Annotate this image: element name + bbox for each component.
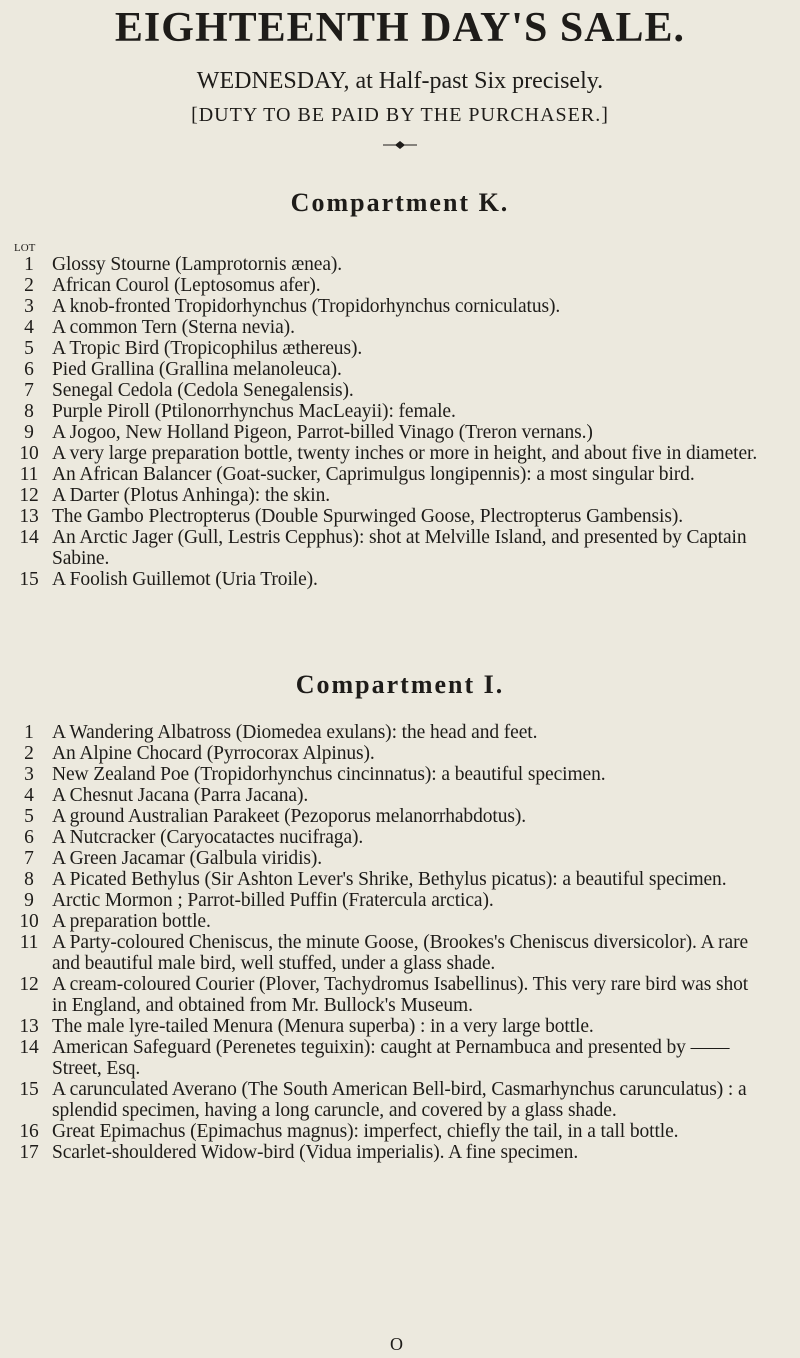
lot-entry xyxy=(0,1079,800,1121)
lot-number: 8 xyxy=(24,401,34,422)
lot-entry xyxy=(0,1142,800,1163)
lot-description: New Zealand Poe (Tropidorhynchus cincinnatus): a beautiful specimen. xyxy=(52,764,606,785)
lot-entry xyxy=(0,338,800,359)
lot-description: American Safeguard (Perenetes teguixin): caught at Pernambuca and presented by —— Street, Esq. xyxy=(52,1037,730,1079)
lot-description: Purple Piroll (Ptilonorrhynchus MacLeayii): female. xyxy=(52,401,456,422)
lot-number: 7 xyxy=(24,380,34,401)
lot-description: Arctic Mormon ; Parrot-billed Puffin (Fratercula arctica). xyxy=(52,890,494,911)
lot-entry xyxy=(0,317,800,338)
lot-number: 8 xyxy=(24,869,34,890)
lot-number: 4 xyxy=(24,785,34,806)
lot-number: 2 xyxy=(24,743,34,764)
lot-description: A Green Jacamar (Galbula viridis). xyxy=(52,848,323,869)
lot-number: 15 xyxy=(19,1079,39,1100)
lot-description: The male lyre-tailed Menura (Menura superba) : in a very large bottle. xyxy=(52,1016,594,1037)
lot-description: An Arctic Jager (Gull, Lestris Cepphus): shot at Melville Island, and presented by Captain Sabine. xyxy=(52,527,747,569)
compartment-i-heading-text: Compartment I. xyxy=(295,670,505,699)
lot-description: Pied Grallina (Grallina melanoleuca). xyxy=(52,359,342,380)
lot-description: A preparation bottle. xyxy=(52,911,211,932)
lot-entry xyxy=(0,806,800,827)
lot-entry xyxy=(0,527,800,569)
lot-description: A Jogoo, New Holland Pigeon, Parrot-billed Vinago (Treron vernans.) xyxy=(52,422,593,443)
lot-description: A knob-fronted Tropidorhynchus (Tropidorhynchus corniculatus). xyxy=(52,296,561,317)
lot-description: Great Epimachus (Epimachus magnus): imperfect, chiefly the tail, in a tall bottle. xyxy=(52,1121,679,1142)
lot-entry xyxy=(0,464,800,485)
lot-entry xyxy=(0,275,800,296)
compartment-k-lots xyxy=(0,254,800,590)
compartment-i-heading xyxy=(0,670,800,700)
lot-description: A cream-coloured Courier (Plover, Tachydromus Isabellinus). This very rare bird was shot in England, and obtained from Mr. Bullock's Museum. xyxy=(52,974,749,1016)
lot-number: 2 xyxy=(24,275,34,296)
lot-description: A Picated Bethylus (Sir Ashton Lever's Shrike, Bethylus picatus): a beautiful specimen. xyxy=(52,869,727,890)
lot-number: 13 xyxy=(19,506,39,527)
lot-number: 6 xyxy=(24,827,34,848)
lot-column-label: LOT xyxy=(14,242,36,254)
lot-number: 11 xyxy=(19,464,39,485)
lot-description: A ground Australian Parakeet (Pezoporus melanorrhabdotus). xyxy=(52,806,526,827)
lot-entry xyxy=(0,485,800,506)
lot-entry xyxy=(0,1016,800,1037)
lot-description: African Courol (Leptosomus afer). xyxy=(52,275,321,296)
lot-description: A Tropic Bird (Tropicophilus æthereus). xyxy=(52,338,363,359)
lot-entry xyxy=(0,506,800,527)
lot-entry xyxy=(0,296,800,317)
sale-time: WEDNESDAY, at Half-past Six precisely. xyxy=(196,68,604,94)
lot-description: A common Tern (Sterna nevia). xyxy=(52,317,295,338)
lot-description: A very large preparation bottle, twenty inches or more in height, and about five in diameter. xyxy=(52,443,758,464)
lot-number: 4 xyxy=(24,317,34,338)
lot-entry xyxy=(0,848,800,869)
lot-number: 16 xyxy=(19,1121,39,1142)
lot-entry xyxy=(0,743,800,764)
lot-number: 1 xyxy=(24,722,34,743)
lot-entry xyxy=(0,380,800,401)
lot-number: 7 xyxy=(24,848,34,869)
lot-description: The Gambo Plectropterus (Double Spurwinged Goose, Plectropterus Gambensis). xyxy=(52,506,683,527)
lot-number: 12 xyxy=(19,485,39,506)
lot-description: An Alpine Chocard (Pyrrocorax Alpinus). xyxy=(52,743,375,764)
lot-entry xyxy=(0,422,800,443)
lot-entry xyxy=(0,785,800,806)
lot-entry xyxy=(0,974,800,1016)
lot-number: 9 xyxy=(24,890,34,911)
lot-description: Senegal Cedola (Cedola Senegalensis). xyxy=(52,380,354,401)
lot-entry xyxy=(0,254,800,275)
lot-description: A Party-coloured Cheniscus, the minute Goose, (Brookes's Cheniscus diversicolor). A rare and beautiful male bird, well stuffed, under a glass shade. xyxy=(52,932,749,974)
lot-description: A Wandering Albatross (Diomedea exulans): the head and feet. xyxy=(52,722,538,743)
lot-entry xyxy=(0,911,800,932)
lot-entry xyxy=(0,1121,800,1142)
lot-entry xyxy=(0,827,800,848)
page-title: EIGHTEENTH DAY'S SALE. xyxy=(114,5,686,51)
lot-entry xyxy=(0,1037,800,1079)
compartment-i-lots xyxy=(0,722,800,1163)
lot-number: 12 xyxy=(19,974,39,995)
lot-number: 14 xyxy=(19,1037,39,1058)
lot-number: 10 xyxy=(19,443,39,464)
lot-entry xyxy=(0,401,800,422)
lot-number: 11 xyxy=(19,932,39,953)
compartment-k-heading xyxy=(0,188,800,218)
lot-number: 15 xyxy=(19,569,39,590)
lot-number: 13 xyxy=(19,1016,39,1037)
printer-signature: O xyxy=(390,1334,403,1354)
lot-description: A carunculated Averano (The South American Bell-bird, Casmarhynchus carunculatus) : a splendid specimen, having a long caruncle, and covered by a glass shade. xyxy=(52,1079,747,1121)
lot-number: 17 xyxy=(19,1142,39,1163)
lot-description: Scarlet-shouldered Widow-bird (Vidua imperialis). A fine specimen. xyxy=(52,1142,579,1163)
duty-notice: [DUTY TO BE PAID BY THE PURCHASER.] xyxy=(191,104,609,126)
lot-entry xyxy=(0,443,800,464)
lot-entry xyxy=(0,722,800,743)
lot-entry xyxy=(0,764,800,785)
lot-number: 3 xyxy=(24,764,34,785)
lot-entry xyxy=(0,932,800,974)
lot-entry xyxy=(0,869,800,890)
lot-entry xyxy=(0,890,800,911)
lot-number: 1 xyxy=(24,254,34,275)
lot-description: A Chesnut Jacana (Parra Jacana). xyxy=(52,785,309,806)
lot-number: 5 xyxy=(24,338,34,359)
compartment-k-heading-text: Compartment K. xyxy=(290,188,510,217)
divider-ornament xyxy=(383,140,417,150)
lot-number: 3 xyxy=(24,296,34,317)
lot-number: 9 xyxy=(24,422,34,443)
lot-description: Glossy Stourne (Lamprotornis ænea). xyxy=(52,254,343,275)
lot-description: A Foolish Guillemot (Uria Troile). xyxy=(52,569,318,590)
lot-number: 14 xyxy=(19,527,39,548)
lot-number: 6 xyxy=(24,359,34,380)
lot-entry xyxy=(0,569,800,590)
lot-entry xyxy=(0,359,800,380)
lot-number: 5 xyxy=(24,806,34,827)
lot-description: A Darter (Plotus Anhinga): the skin. xyxy=(52,485,331,506)
lot-description: An African Balancer (Goat-sucker, Caprimulgus longipennis): a most singular bird. xyxy=(52,464,695,485)
lot-number: 10 xyxy=(19,911,39,932)
lot-description: A Nutcracker (Caryocatactes nucifraga). xyxy=(52,827,364,848)
